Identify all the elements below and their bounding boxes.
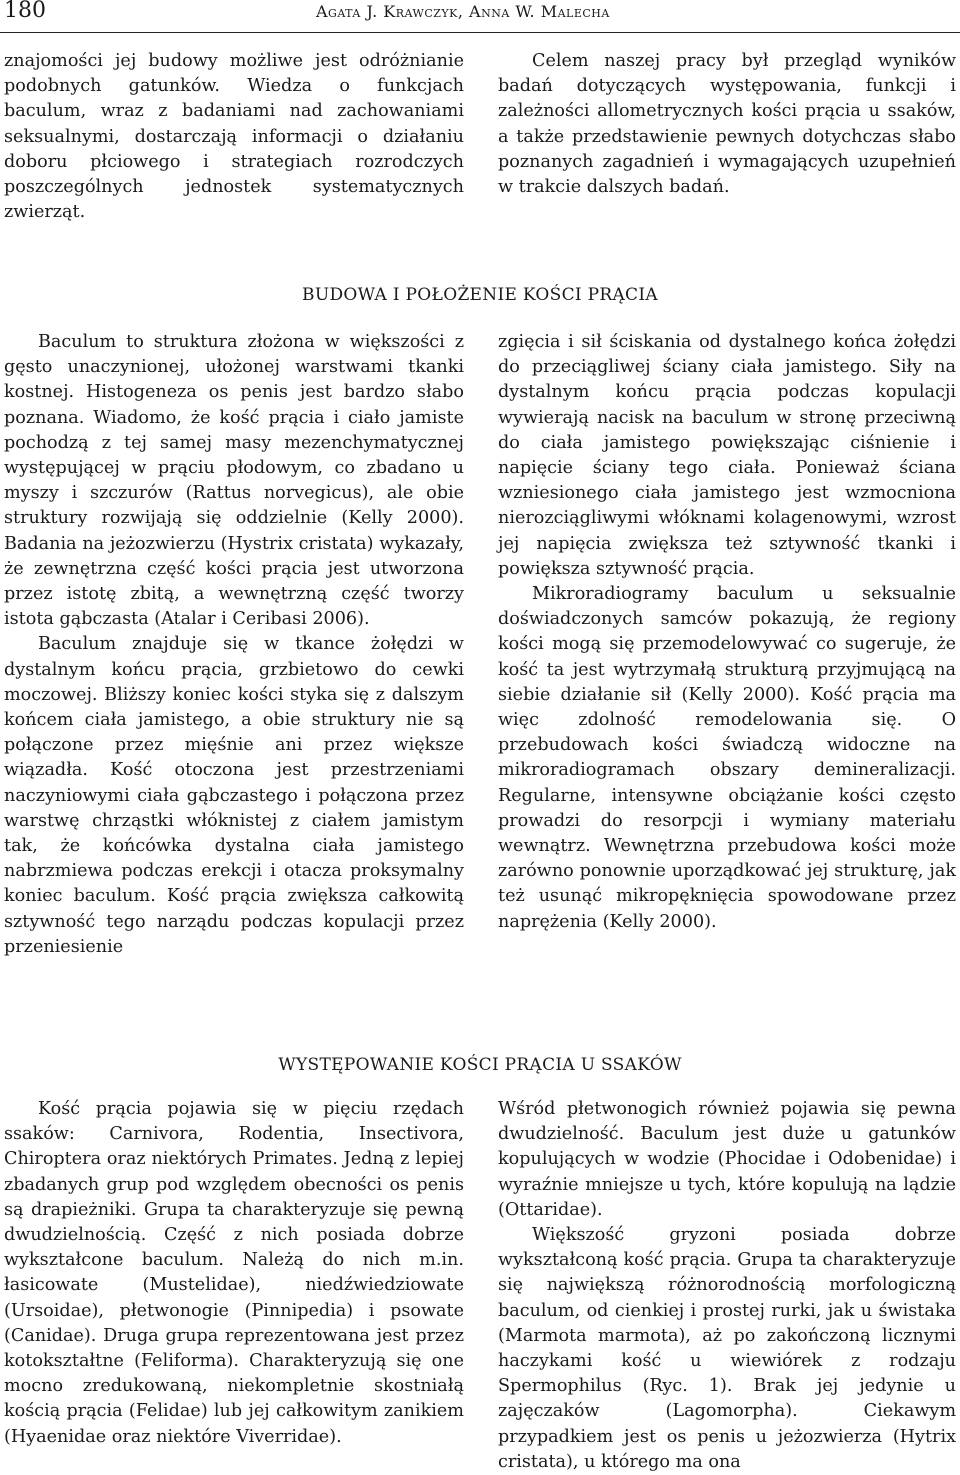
section1-left-paragraph-1: Baculum to struktura złożona w większości z gęsto unaczynionej, ułożonej warstwami tkanki kostnej. Histogeneza os penis jest bardzo słabo poznana. Wiadomo, że kość prącia i ciało jamiste pochodzą z tej samej masy mezenchymatycznej występującej w prąciu płodowym, co zbadano u myszy i szczurów (Rattus norvegicus), ale obie struktury rozwijają się oddzielnie (Kelly 2000). Badania na jeżozwierzu (Hystrix cristata) wykazały, że zewnętrzna część kości prącia jest utworzona przez istotę zbitą, a wewnętrzną część tworzy istota gąbczasta (Atalar i Ceribasi 2006). — [4, 332, 464, 630]
section2-left-paragraph-1: Kość prącia pojawia się w pięciu rzędach ssaków: Carnivora, Rodentia, Insectivora, Chiroptera oraz niektórych Primates. Jedną z lepiej zbadanych grup pod względem obecności os penis są drapieżniki. Grupa ta charakteryzuje się pewną dwudzielnością. Część z nich posiada dobrze wykształcone baculum. Należą do nich m.in. łasicowate (Mustelidae), niedźwiedziowate (Ursoidae), płetwonogie (Pinnipedia) i psowate (Canidae). Druga grupa reprezentowana jest przez kotokształtne (Feliforma). Charakteryzują się one mocno zredukowaną, niekompletnie skostniałą kością prącia (Felidae) lub jej całkowitym zanikiem (Hyaenidae oraz niektóre Viverridae). — [4, 1099, 464, 1447]
section2-left-column — [4, 1097, 464, 1450]
section-heading-wystepowanie: WYSTĘPOWANIE KOŚCI PRĄCIA U SSAKÓW — [278, 1055, 682, 1075]
section1-right-column — [498, 330, 956, 935]
page-number: 180 — [4, 0, 46, 23]
section1-right-paragraph-2: Mikroradiogramy baculum u seksualnie doświadczonych samców pokazują, że regiony kości mogą się przemodelowywać co sugeruje, że kość ta jest wytrzymałą strukturą przyjmującą na siebie działanie sił (Kelly 2000). Kość prącia ma więc zdolność remodelowania się. O przebudowach kości świadczą widoczne na mikroradiogramach obszary demineralizacji. Regularne, intensywne obciążanie kości często prowadzi do resorpcji i wymiany materiału wewnątrz. Wewnętrzna przebudowa kości może zarówno ponownie uporządkować jej strukturę, jak też usunąć mikropęknięcia spowodowane przez naprężenia (Kelly 2000). — [498, 584, 956, 932]
section2-right-paragraph-1: Wśród płetwonogich również pojawia się pewna dwudzielność. Baculum jest duże u gatunków kopulujących w wodzie (Phocidae i Odobenidae) i wyraźnie mniejsze u tych, które kopulują na lądzie (Ottaridae). — [498, 1099, 956, 1220]
section-heading-budowa: BUDOWA I POŁOŻENIE KOŚCI PRĄCIA — [302, 285, 658, 305]
page-header — [0, 0, 960, 30]
section1-left-column — [4, 330, 464, 960]
section1-right-paragraph-1: zgięcia i sił ściskania od dystalnego końca żołędzi do przeciągliwej ściany ciała jamistego. Siły na dystalnym końcu prącia podczas kopulacji wywierają nacisk na baculum w stronę przeciwną do ciała jamistego powiększając ciśnienie i napięcie ściany tego ciała. Ponieważ ściana wzniesionego ciała jamistego jest wzmocniona nierozciągliwymi włóknami kolagenowymi, wzrost jej napięcia zwiększa też sztywność tkanki i powiększa sztywność prącia. — [498, 332, 956, 579]
section1-left-paragraph-2: Baculum znajduje się w tkance żołędzi w dystalnym końcu prącia, grzbietowo do cewki moczowej. Bliższy koniec kości styka się z dalszym końcem ciała jamistego, a obie struktury nie są połączone przez mięśnie ani przez większe wiązadła. Kość otoczona jest przestrzeniami naczyniowymi ciała gąbczastego i połączona przez warstwę chrząstki włóknistej z ciałem jamistym tak, że końcówka dystalna ciała jamistego nabrzmiewa podczas erekcji i otacza proksymalny koniec baculum. Kość prącia zwiększa całkowitą sztywność tego narządu podczas kopulacji przez przeniesienie — [4, 634, 464, 957]
intro-left-paragraph: znajomości jej budowy możliwe jest odróżnianie podobnych gatunków. Wiedza o funkcjach baculum, wraz z badaniami nad zachowaniami seksualnymi, dostarczają informacji o działaniu doboru płciowego i strategiach rozrodczych poszczególnych jednostek systematycznych zwierząt. — [4, 51, 464, 223]
intro-right-column — [498, 49, 956, 200]
section2-right-paragraph-2: Większość gryzoni posiada dobrze wykształconą kość prącia. Grupa ta charakteryzuje się największą różnorodnością morfologiczną baculum, od cienkiej i prostej rurki, jak u świstaka (Marmota marmota), aż po zakończoną licznymi haczykami kość u wiewiórek z rodzaju Spermophilus (Ryc. 1). Brak jej jedynie u zajęczaków (Lagomorpha). Ciekawym przypadkiem jest os penis u jeżozwierza (Hytrix cristata), u którego ma ona — [498, 1225, 956, 1472]
intro-left-column — [4, 49, 464, 225]
header-rule — [0, 32, 960, 33]
section2-right-column — [498, 1097, 956, 1475]
intro-right-paragraph: Celem naszej pracy był przegląd wyników badań dotyczących występowania, funkcji i zależności allometrycznych kości prącia u ssaków, a także przedstawienie pewnych dotychczas słabo poznanych zagadnień i wymagających uzupełnień w trakcie dalszych badań. — [498, 51, 956, 198]
running-head: Agata J. Krawczyk, Anna W. Malecha — [316, 2, 610, 21]
